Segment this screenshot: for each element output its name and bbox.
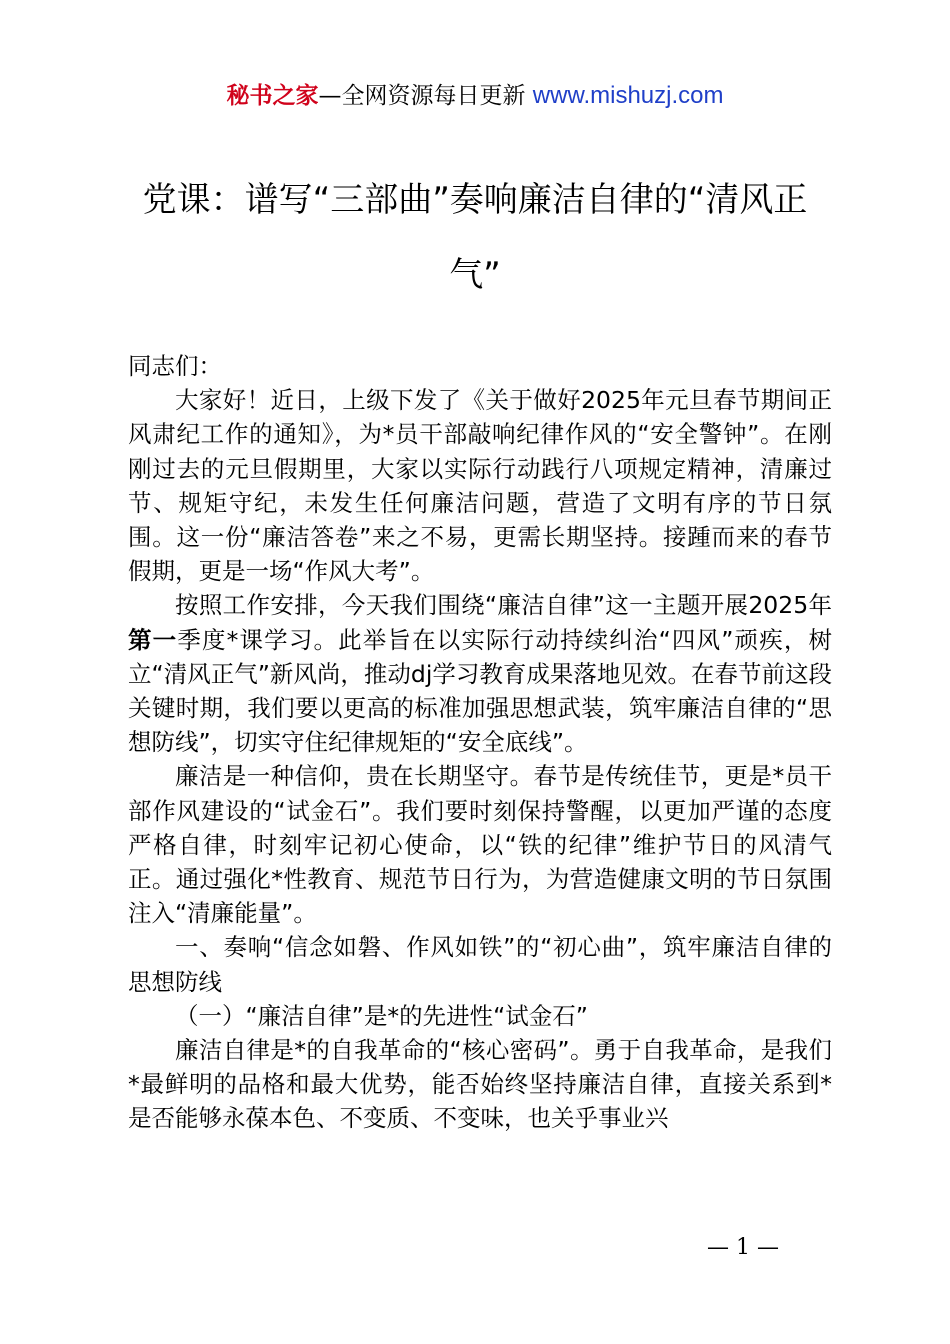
subsection-heading-1: （一）“廉洁自律”是*的先进性“试金石” — [175, 1001, 588, 1030]
paragraph-2-text-b: 季度*课学习。此举旨在以实际行动持续纠治“四风”顽疾，树立“清风正气”新风尚，推动dj学习教育成果落地见效。在春节前这段关键时期，我们要以更高的标准加强思想武装，筑牢廉洁自律的“思想防线”，切实守住纪律规矩的“安全底线”。 — [128, 625, 832, 757]
paragraph-1: 大家好！近日，上级下发了《关于做好2025年元旦春节期间正风肃纪工作的通知》，为*员干部敲响纪律作风的“安全警钟”。在刚刚过去的元旦假期里，大家以实际行动践行八项规定精神，清廉过节、规矩守纪，未发生任何廉洁问题，营造了文明有序的节日氛围。这一份“廉洁答卷”来之不易，更需长期坚持。接踵而来的春节假期，更是一场“作风大考”。 — [128, 386, 832, 586]
page-number: — 1 — — [707, 1235, 779, 1260]
paragraph-2-text-a: 按照工作安排，今天我们围绕“廉洁自律”这一主题开展2025年 — [175, 591, 832, 620]
document-body — [128, 349, 832, 1136]
paragraph-4: 廉洁自律是*的自我革命的“核心密码”。勇于自我革命，是我们*最鲜明的品格和最大优势，能否始终坚持廉洁自律，直接关系到*是否能够永葆本色、不变质、不变味，也关乎事业兴 — [128, 1036, 832, 1133]
paragraph-2-bold: 第一 — [128, 625, 178, 654]
document-title: 党课：谱写“三部曲”奏响廉洁自律的“清风正气” — [142, 180, 808, 295]
site-url-link[interactable]: www.mishuzj.com — [532, 82, 724, 109]
paragraph-3: 廉洁是一种信仰，贵在长期坚守。春节是传统佳节，更是*员干部作风建设的“试金石”。我们要时刻保持警醒，以更加严谨的态度严格自律，时刻牢记初心使命，以“铁的纪律”维护节日的风清气正。通过强化*性教育、规范节日行为，为营造健康文明的节日氛围注入“清廉能量”。 — [128, 762, 832, 928]
section-heading-1: 一、奏响“信念如磐、作风如铁”的“初心曲”，筑牢廉洁自律的思想防线 — [128, 933, 832, 996]
paragraph-2 — [128, 588, 832, 759]
site-header — [0, 80, 950, 112]
site-brand: 秘书之家 — [226, 83, 319, 109]
site-tagline: —全网资源每日更新 — [318, 83, 526, 109]
salutation: 同志们： — [128, 352, 222, 380]
